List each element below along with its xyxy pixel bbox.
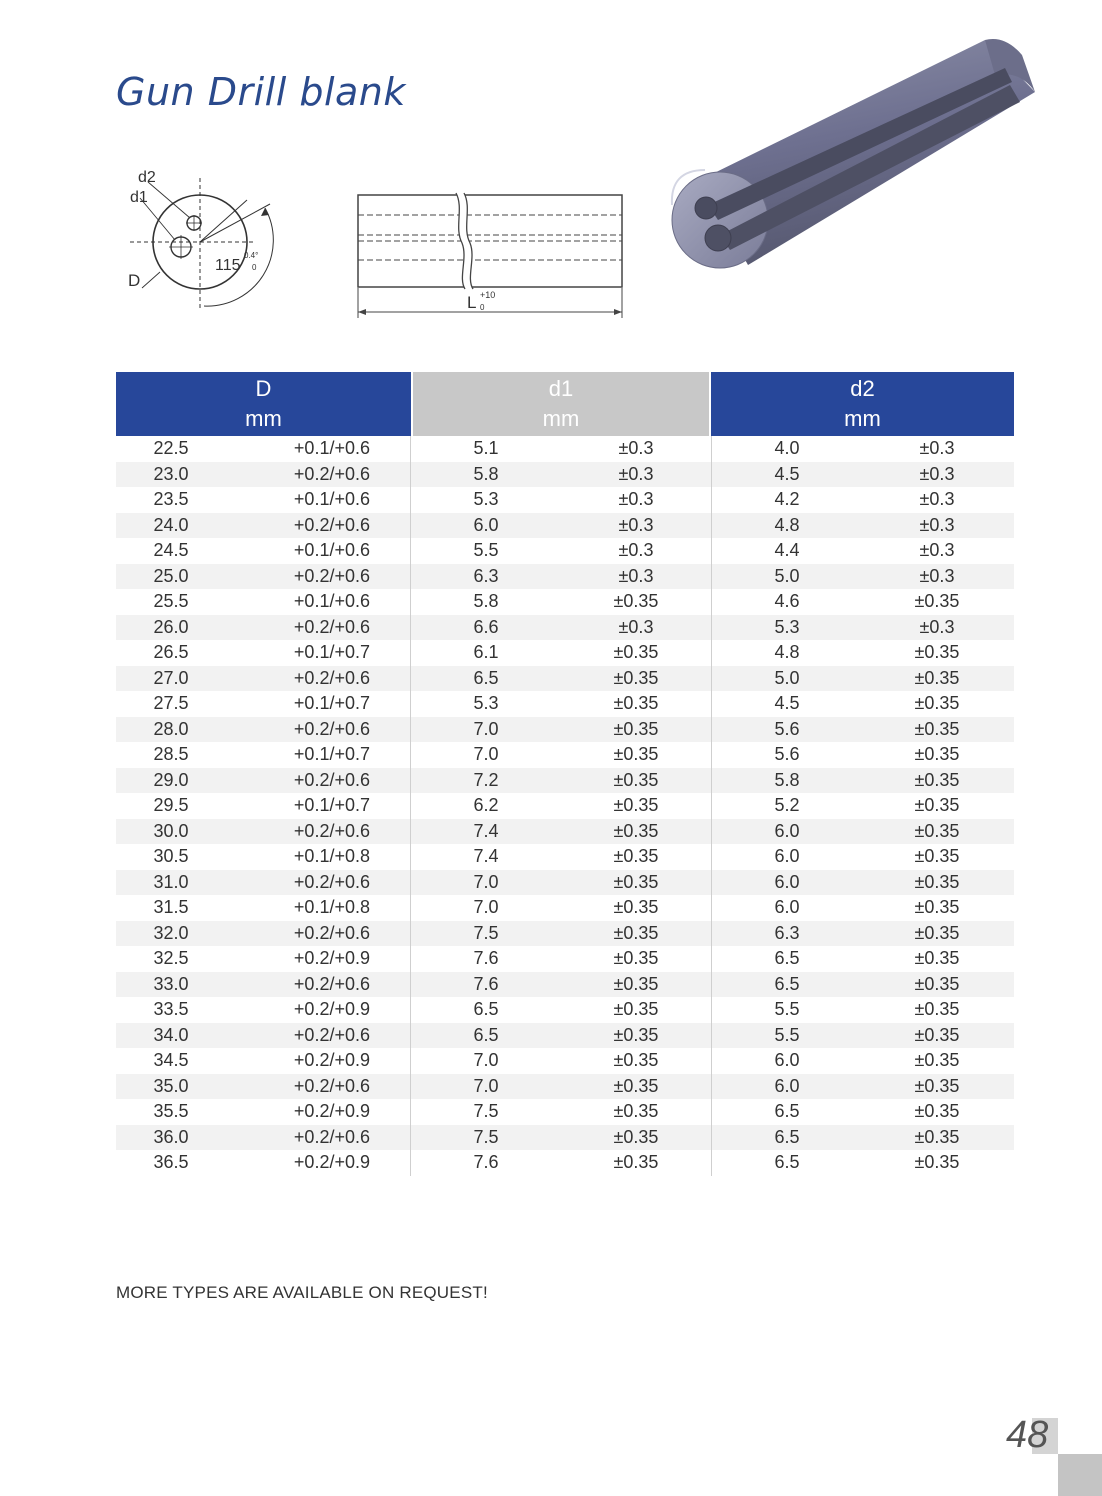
cell-D-tol: +0.2/+0.6 [226,564,411,590]
cell-D: 33.5 [153,999,189,1020]
gun-drill-rod-icon [660,30,1045,275]
cell-d2-tol: ±0.3 [919,438,955,459]
cell-d2: 6.0 [774,846,800,867]
table-row [116,564,1014,590]
cell-d2-tol: ±0.35 [914,999,960,1020]
header-d2 [711,372,1014,436]
cell-d2-tol: ±0.35 [914,769,960,790]
header-D-unit: mm [245,406,282,431]
table-row [116,870,1014,896]
cell-d2-tol: ±0.35 [914,693,960,714]
cell-D: 24.5 [153,540,189,561]
cell-d2: 5.5 [774,1024,800,1045]
page-title: Gun Drill blank [116,70,406,114]
availability-note: MORE TYPES ARE AVAILABLE ON REQUEST! [116,1283,488,1302]
cell-d1-tol: ±0.35 [561,768,712,794]
table-row [116,793,1014,819]
cell-d1: 7.5 [473,922,499,943]
cell-d2: 4.2 [774,489,800,510]
cell-d1: 5.1 [473,438,499,459]
cell-d2: 6.0 [774,1050,800,1071]
cell-d1-tol: ±0.35 [561,870,712,896]
cell-d1-tol: ±0.35 [561,1023,712,1049]
label-angle-tol-upper: 0.4° [244,251,259,260]
cell-d1: 7.6 [473,973,499,994]
page-corner-box [1058,1454,1102,1496]
cell-D-tol: +0.2/+0.6 [226,513,411,539]
cell-D-tol: +0.1/+0.8 [226,895,411,921]
cell-d2: 4.0 [774,438,800,459]
cell-d2: 5.0 [774,565,800,586]
cell-d1-tol: ±0.35 [561,793,712,819]
label-angle-tol-lower: 0 [252,263,257,272]
cell-d1: 6.3 [473,565,499,586]
cell-d2-tol: ±0.35 [914,744,960,765]
label-length: L [467,293,477,312]
cell-d2-tol: ±0.35 [914,1126,960,1147]
table-body [116,436,1014,1176]
cell-d1: 7.5 [473,1126,499,1147]
table-row [116,615,1014,641]
cell-D-tol: +0.1/+0.7 [226,742,411,768]
table-row [116,589,1014,615]
cell-d1-tol: ±0.35 [561,895,712,921]
table-header [116,372,1014,436]
cell-d2-tol: ±0.35 [914,1050,960,1071]
table-row [116,717,1014,743]
cell-d1: 6.5 [473,1024,499,1045]
cell-D: 33.0 [153,973,189,994]
header-d1-name: d1 [548,376,574,401]
cell-d2: 6.5 [774,1152,800,1173]
cell-d2: 4.6 [774,591,800,612]
table-row [116,640,1014,666]
cell-d2: 5.2 [774,795,800,816]
cell-d1-tol: ±0.35 [561,1125,712,1151]
cell-D: 26.0 [153,616,189,637]
cell-D: 34.5 [153,1050,189,1071]
label-length-tol-lower: 0 [480,303,485,312]
cell-D-tol: +0.1/+0.7 [226,640,411,666]
cell-D-tol: +0.1/+0.7 [226,691,411,717]
cell-d1: 7.0 [473,1050,499,1071]
table-row [116,538,1014,564]
page-number: 48 [1006,1414,1049,1456]
cell-D: 31.0 [153,871,189,892]
cell-d1-tol: ±0.35 [561,1099,712,1125]
cell-D: 36.5 [153,1152,189,1173]
cell-D-tol: +0.2/+0.9 [226,1048,411,1074]
cell-d1-tol: ±0.3 [561,487,712,513]
cell-D: 34.0 [153,1024,189,1045]
label-D: D [128,271,141,290]
table-row [116,1048,1014,1074]
cell-d1: 7.0 [473,744,499,765]
header-D-name: D [255,376,272,401]
cell-d1-tol: ±0.35 [561,946,712,972]
cell-d1: 6.0 [473,514,499,535]
cell-d1: 7.0 [473,871,499,892]
cell-d1: 5.8 [473,463,499,484]
cell-D-tol: +0.2/+0.9 [226,1099,411,1125]
cell-d1: 7.0 [473,897,499,918]
cell-d2-tol: ±0.35 [914,973,960,994]
cell-D-tol: +0.1/+0.6 [226,436,411,462]
cell-D-tol: +0.2/+0.6 [226,615,411,641]
cell-d1: 6.6 [473,616,499,637]
cell-D-tol: +0.2/+0.6 [226,1074,411,1100]
cell-d1-tol: ±0.35 [561,819,712,845]
cell-d2-tol: ±0.3 [919,540,955,561]
cell-d2-tol: ±0.3 [919,514,955,535]
table-row [116,1074,1014,1100]
header-d1 [411,372,711,436]
cell-D: 28.5 [153,744,189,765]
cell-d1: 5.5 [473,540,499,561]
cell-d2-tol: ±0.35 [914,1152,960,1173]
dimensions-table [116,372,1014,1176]
cross-section-diagram [120,160,280,320]
cell-D: 29.0 [153,769,189,790]
cell-d2: 6.5 [774,973,800,994]
cell-D-tol: +0.2/+0.6 [226,972,411,998]
cell-d1: 5.8 [473,591,499,612]
cell-D: 26.5 [153,642,189,663]
cell-d1-tol: ±0.35 [561,844,712,870]
cell-d2: 6.5 [774,1126,800,1147]
table-row [116,487,1014,513]
header-d2-unit: mm [844,406,881,431]
cell-d2: 4.8 [774,642,800,663]
table-row [116,1099,1014,1125]
table-row [116,691,1014,717]
cell-D: 35.0 [153,1075,189,1096]
cell-d2: 5.3 [774,616,800,637]
cell-d2-tol: ±0.3 [919,616,955,637]
cell-d1: 7.6 [473,1152,499,1173]
table-row [116,946,1014,972]
cell-d1: 7.4 [473,820,499,841]
cell-D-tol: +0.1/+0.8 [226,844,411,870]
cell-d1-tol: ±0.35 [561,972,712,998]
cell-d2: 4.5 [774,463,800,484]
cell-d2: 6.5 [774,948,800,969]
table-row [116,1125,1014,1151]
cell-d2-tol: ±0.35 [914,718,960,739]
label-d2: d2 [138,169,156,186]
label-angle: 115 [215,257,241,274]
cell-d2-tol: ±0.3 [919,565,955,586]
cell-d2-tol: ±0.35 [914,846,960,867]
table-row [116,895,1014,921]
cell-D-tol: +0.2/+0.9 [226,997,411,1023]
cell-d1: 7.0 [473,1075,499,1096]
cell-D-tol: +0.2/+0.6 [226,1023,411,1049]
cell-d2-tol: ±0.35 [914,948,960,969]
cell-d2: 5.6 [774,744,800,765]
cell-d2-tol: ±0.3 [919,463,955,484]
table-row [116,462,1014,488]
cell-D: 35.5 [153,1101,189,1122]
cell-d1: 7.2 [473,769,499,790]
cell-D-tol: +0.2/+0.9 [226,946,411,972]
cell-D-tol: +0.2/+0.6 [226,819,411,845]
table-row [116,819,1014,845]
side-view-diagram [352,188,632,323]
cell-d1-tol: ±0.35 [561,1048,712,1074]
cell-d2: 6.0 [774,1075,800,1096]
cell-D: 23.5 [153,489,189,510]
cell-d2-tol: ±0.35 [914,820,960,841]
cell-D-tol: +0.2/+0.6 [226,768,411,794]
cell-d2-tol: ±0.35 [914,667,960,688]
cell-d1-tol: ±0.3 [561,615,712,641]
cell-d1-tol: ±0.35 [561,921,712,947]
cell-D-tol: +0.2/+0.9 [226,1150,411,1176]
cell-D-tol: +0.2/+0.6 [226,717,411,743]
cell-d2-tol: ±0.35 [914,795,960,816]
cell-d2: 6.0 [774,820,800,841]
cell-d2: 5.0 [774,667,800,688]
table-row [116,997,1014,1023]
cell-D: 30.5 [153,846,189,867]
table-row [116,742,1014,768]
cell-D-tol: +0.2/+0.6 [226,870,411,896]
cell-d1: 7.5 [473,1101,499,1122]
cell-d1-tol: ±0.35 [561,717,712,743]
cell-d1: 7.6 [473,948,499,969]
table-row [116,513,1014,539]
cell-d1-tol: ±0.35 [561,691,712,717]
cell-d1: 6.5 [473,999,499,1020]
cell-D: 28.0 [153,718,189,739]
table-row [116,666,1014,692]
cell-D: 25.0 [153,565,189,586]
cell-d2: 5.5 [774,999,800,1020]
cell-D: 30.0 [153,820,189,841]
cell-D: 29.5 [153,795,189,816]
table-row [116,1150,1014,1176]
cell-d2-tol: ±0.35 [914,642,960,663]
cell-D: 31.5 [153,897,189,918]
cell-d2: 4.8 [774,514,800,535]
cell-d2-tol: ±0.35 [914,871,960,892]
table-row [116,921,1014,947]
cell-d2: 6.0 [774,897,800,918]
cell-d2-tol: ±0.35 [914,1024,960,1045]
table-row [116,972,1014,998]
cell-d1: 5.3 [473,693,499,714]
label-d1: d1 [130,189,148,206]
table-row [116,436,1014,462]
cell-D: 24.0 [153,514,189,535]
cell-d2: 6.0 [774,871,800,892]
cell-D-tol: +0.1/+0.6 [226,487,411,513]
cell-D: 22.5 [153,438,189,459]
header-d2-name: d2 [850,376,875,401]
cell-d1: 7.0 [473,718,499,739]
cell-d2-tol: ±0.35 [914,897,960,918]
cell-d1-tol: ±0.35 [561,666,712,692]
cell-d1: 7.4 [473,846,499,867]
cell-d1-tol: ±0.3 [561,462,712,488]
cell-d2-tol: ±0.35 [914,591,960,612]
label-length-tol-upper: +10 [480,290,496,300]
cell-d2: 6.5 [774,1101,800,1122]
cell-D-tol: +0.1/+0.7 [226,793,411,819]
cell-d2: 6.3 [774,922,800,943]
cell-D-tol: +0.1/+0.6 [226,538,411,564]
cell-D: 36.0 [153,1126,189,1147]
cell-d1: 6.1 [473,642,499,663]
header-D [116,372,411,436]
cell-d1-tol: ±0.35 [561,589,712,615]
cell-D: 23.0 [153,463,189,484]
cell-d1-tol: ±0.3 [561,538,712,564]
cell-D: 27.0 [153,667,189,688]
header-d1-unit: mm [542,406,580,431]
cell-d2: 5.8 [774,769,800,790]
cell-D-tol: +0.2/+0.6 [226,1125,411,1151]
cell-d1-tol: ±0.35 [561,742,712,768]
cell-d2-tol: ±0.35 [914,1075,960,1096]
cell-d1-tol: ±0.35 [561,640,712,666]
cell-d1-tol: ±0.3 [561,564,712,590]
cell-d2-tol: ±0.3 [919,489,955,510]
cell-d2: 4.5 [774,693,800,714]
table-row [116,768,1014,794]
cell-d2: 5.6 [774,718,800,739]
cell-D: 32.5 [153,948,189,969]
cell-D: 25.5 [153,591,189,612]
cell-D-tol: +0.2/+0.6 [226,462,411,488]
cell-d2: 4.4 [774,540,800,561]
cell-D-tol: +0.1/+0.6 [226,589,411,615]
cell-D-tol: +0.2/+0.6 [226,921,411,947]
cell-d1-tol: ±0.35 [561,1150,712,1176]
cell-d1-tol: ±0.3 [561,513,712,539]
table-row [116,844,1014,870]
cell-d1: 6.5 [473,667,499,688]
cell-d2-tol: ±0.35 [914,922,960,943]
cell-d1: 5.3 [473,489,499,510]
cell-d1-tol: ±0.35 [561,1074,712,1100]
cell-D: 32.0 [153,922,189,943]
cell-d1: 6.2 [473,795,499,816]
table-row [116,1023,1014,1049]
cell-d2-tol: ±0.35 [914,1101,960,1122]
cell-d1-tol: ±0.3 [561,436,712,462]
cell-D-tol: +0.2/+0.6 [226,666,411,692]
cell-D: 27.5 [153,693,189,714]
cell-d1-tol: ±0.35 [561,997,712,1023]
